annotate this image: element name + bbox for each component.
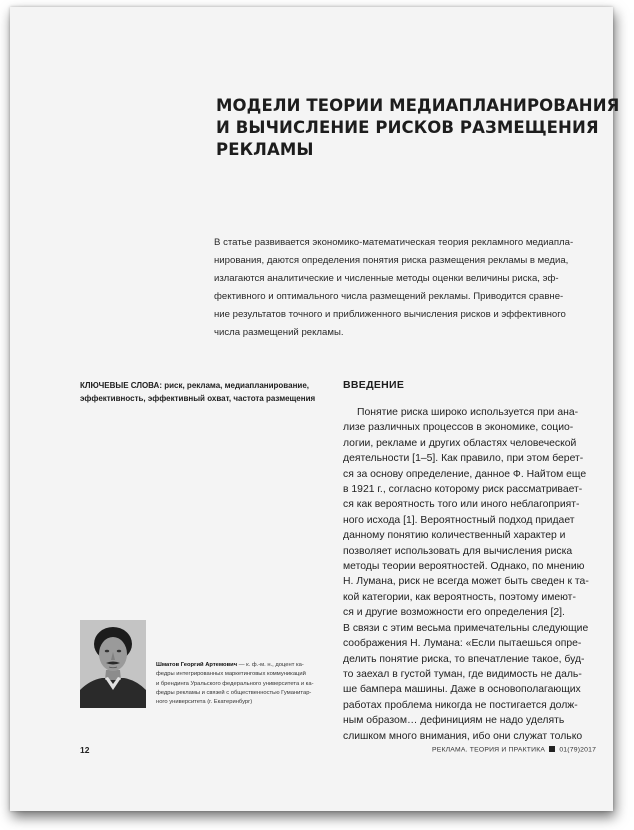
journal-page [10, 7, 620, 811]
journal-issue: 01(79)2017 [559, 746, 597, 754]
body-line: ся и другие возможности его определения [2]. [343, 607, 565, 619]
body-line: кой категории, как вероятность, поэтому имеют- [343, 591, 576, 603]
body-line: ше бампера машины. Даже в основополагающих [343, 684, 581, 696]
abstract-line: числа размещений рекламы. [214, 327, 344, 338]
square-bullet-icon [549, 746, 555, 752]
author-bio-line [156, 661, 336, 670]
body-line: работах проблема никогда не постигается долж- [343, 699, 578, 711]
body-text-column [343, 405, 593, 744]
body-line: Понятие риска широко используется при ана- [357, 407, 579, 418]
body-line: позволяет использовать для вычисления риска [343, 545, 573, 557]
article-abstract [214, 234, 594, 342]
abstract-line: нирования, даются определения понятия риска размещения рекламы в медиа, [214, 255, 569, 266]
abstract-line: излагаются аналитические и численные методы оценки величины риска, эф- [214, 273, 559, 284]
body-line: ся за основу определение, данное Ф. Найтом еще [343, 468, 587, 480]
keywords-line: эффективность, эффективный охват, частота размещения [80, 394, 316, 403]
journal-title: РЕКЛАМА. ТЕОРИЯ И ПРАКТИКА [432, 746, 546, 754]
body-line: ного исхода [1]. Вероятностный подход придает [343, 514, 575, 526]
author-name: Шматов Георгий Артемович [156, 662, 238, 668]
keywords-block [80, 379, 330, 405]
page-number: 12 [80, 745, 90, 755]
abstract-line: фективного и оптимального числа размещений рекламы. Приводится сравне- [214, 291, 564, 302]
body-line: в 1921 г., согласно которому риск рассматривает- [343, 484, 583, 496]
title-line: РЕКЛАМЫ [216, 140, 314, 159]
body-line: логии, рекламе и других областях человеческой [343, 437, 577, 449]
section-heading: ВВЕДЕНИЕ [343, 379, 405, 391]
body-line: данному понятию количественный характер и [343, 530, 566, 542]
author-bio-first: — к. ф.-м. н., доцент ка- [237, 662, 304, 668]
title-line: МОДЕЛИ ТЕОРИИ МЕДИАПЛАНИРОВАНИЯ [216, 96, 620, 115]
author-bio-line: и брендинга Уральского федерального университета и ка- [156, 680, 314, 687]
author-photo [80, 620, 146, 708]
body-line: лизе различных процессов в экономике, социо- [343, 422, 574, 434]
author-bio [156, 661, 336, 707]
keywords-line: КЛЮЧЕВЫЕ СЛОВА: риск, реклама, медиапланирование, [80, 381, 309, 390]
abstract-line: ние результатов точного и приближенного вычисления рисков и эффективного [214, 309, 566, 320]
abstract-line: В статье развивается экономико-математическая теория рекламного медиапла- [214, 237, 574, 248]
body-line: В связи с этим весьма примечательны следующие [343, 622, 589, 634]
body-line: методы теории вероятностей. Однако, по мнению [343, 561, 585, 573]
body-line: делить понятие риска, то впечатление такое, буд- [343, 653, 585, 665]
title-line: И ВЫЧИСЛЕНИЕ РИСКОВ РАЗМЕЩЕНИЯ [216, 118, 599, 137]
body-line: то заехал в густой туман, где видимость не даль- [343, 668, 582, 680]
author-portrait-image [80, 620, 146, 708]
body-line: деятельности [1–5]. Как правило, при этом берет- [343, 453, 584, 465]
article-title [216, 95, 620, 161]
body-line: слишком много внимания, ибо они служат только [343, 730, 583, 742]
body-line: ным образом… дефинициям не надо уделять [343, 715, 565, 727]
author-bio-line: федры рекламы и связей с общественностью Гуманитар- [156, 689, 312, 696]
author-bio-line: ного университета (г. Екатеринбург) [156, 699, 253, 706]
body-line: Н. Лумана, риск не всегда может быть сведен к та- [343, 576, 589, 588]
body-line: ся как вероятность того или иного неблагоприят- [343, 499, 580, 511]
journal-footer [432, 746, 596, 754]
body-line: соображения Н. Лумана: «Если пытаешься опре- [343, 638, 582, 650]
author-bio-line: федры интегрированных маркетинговых коммуникаций [156, 671, 306, 678]
